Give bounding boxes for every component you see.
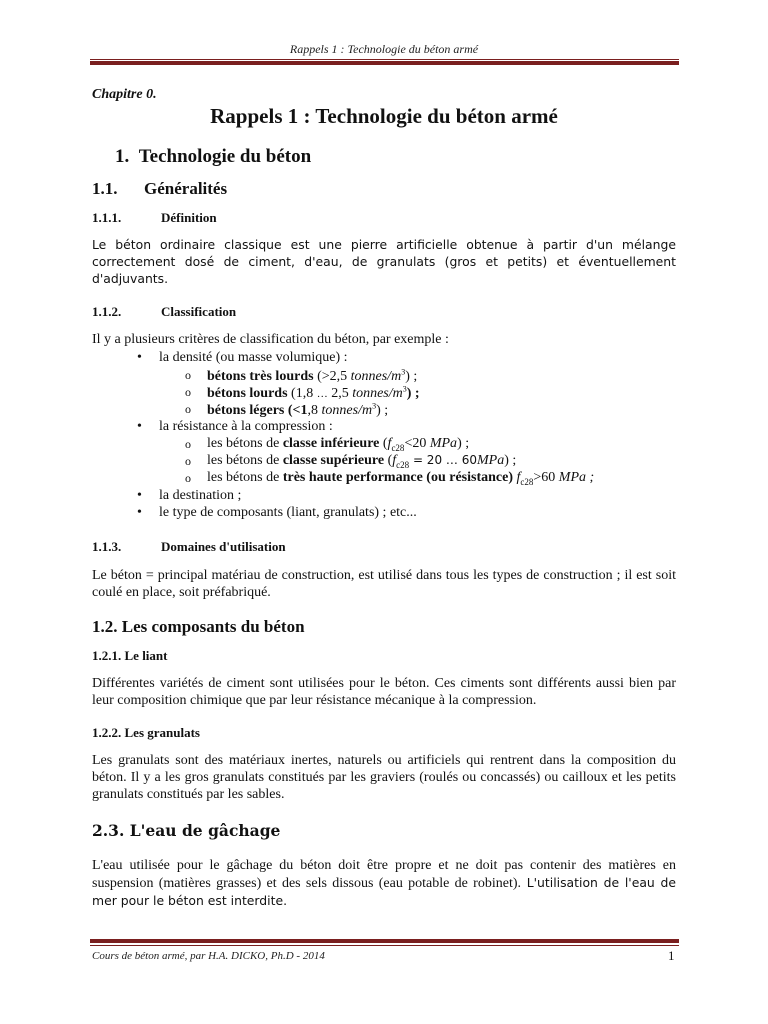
section-1-1-3-heading: 1.1.3. Domaines d'utilisation — [92, 539, 286, 554]
section-1-heading: 1. Technologie du béton — [115, 146, 312, 167]
footer-rule-thick — [90, 939, 679, 943]
footer-text: Cours de béton armé, par H.A. DICKO, Ph.D - 2014 — [92, 950, 325, 962]
section-1-2-heading: 1.2. Les composants du béton — [92, 617, 305, 636]
list-item-resistance: • la résistance à la compression : — [137, 419, 333, 434]
classification-intro: Il y a plusieurs critères de classification du béton, par exemple : — [92, 332, 449, 347]
eau-paragraph: L'eau utilisée pour le gâchage du béton doit être propre et ne doit pas contenir des matières en suspension (matières grasses) et des sels dissous (eau potable de robinet). L'utilisation de l'eau de mer pour le béton est interdite. — [92, 858, 676, 908]
list-item-composants: • le type de composants (liant, granulats) ; etc... — [137, 505, 417, 520]
list-item-destination: • la destination ; — [137, 488, 242, 503]
section-2-3-heading: 2.3. L'eau de gâchage — [92, 821, 281, 840]
liant-paragraph: Différentes variétés de ciment sont utilisées pour le béton. Ces ciments sont différents aussi bien par leur composition chimique que par leur résistance mécanique à la compression. — [92, 676, 676, 708]
footer-rule-thin — [90, 945, 679, 946]
page-number: 1 — [668, 948, 675, 963]
page-title: Rappels 1 : Technologie du béton armé — [210, 104, 558, 128]
header-rule-thin — [90, 59, 679, 60]
section-1-1-1-heading: 1.1.1. Définition — [92, 210, 217, 225]
list-item-legers: o bétons légers (<1,8 tonnes/$m^3$) ; — [185, 401, 389, 418]
definition-paragraph: Le béton ordinaire classique est une pierre artificielle obtenue à partir d'un mélange correctement dosé de ciment, d'eau, de granulats (gros et petits) et éventuellement d'adjuvants. — [92, 237, 676, 286]
list-item-classe-superieure: o les bétons de classe supérieure ($f_{c28} = 20$ … 60MPa) ; — [185, 453, 517, 470]
section-1-2-2-heading: 1.2.2. Les granulats — [92, 725, 200, 740]
section-1-1-heading: 1.1. Généralités — [92, 179, 228, 198]
header-rule-thick — [90, 61, 679, 65]
chapter-label: Chapitre 0. — [92, 87, 157, 102]
list-item-tres-lourds: o bétons très lourds (>2,5 tonnes/$m^3$) ; — [185, 367, 418, 384]
domaines-paragraph: Le béton = principal matériau de construction, est utilisé dans tous les types de construction ; il est soit coulé en place, soit préfabriqué. — [92, 568, 676, 600]
section-1-1-2-heading: 1.1.2. Classification — [92, 304, 237, 319]
list-item-classe-inferieure: o les bétons de classe inférieure ($f_{c28}<20$ MPa) ; — [185, 436, 470, 453]
list-item-tres-haute-performance: o les bétons de très haute performance (ou résistance) $f_{c28}>60$ MPa ; — [185, 470, 595, 487]
list-item-density: • la densité (ou masse volumique) : — [137, 350, 348, 365]
granulats-paragraph: Les granulats sont des matériaux inertes, naturels ou artificiels qui rentrent dans la composition du béton. Il y a les gros granulats constitués par les graviers (roulés ou concassés) ou cailloux et les petits granulats constitués par les sables. — [92, 753, 676, 802]
running-head: Rappels 1 : Technologie du béton armé — [289, 42, 479, 56]
section-1-2-1-heading: 1.2.1. Le liant — [92, 648, 168, 663]
list-item-lourds: o bétons lourds (1,8 … 2,5 tonnes/$m^3$) ; — [185, 384, 420, 401]
